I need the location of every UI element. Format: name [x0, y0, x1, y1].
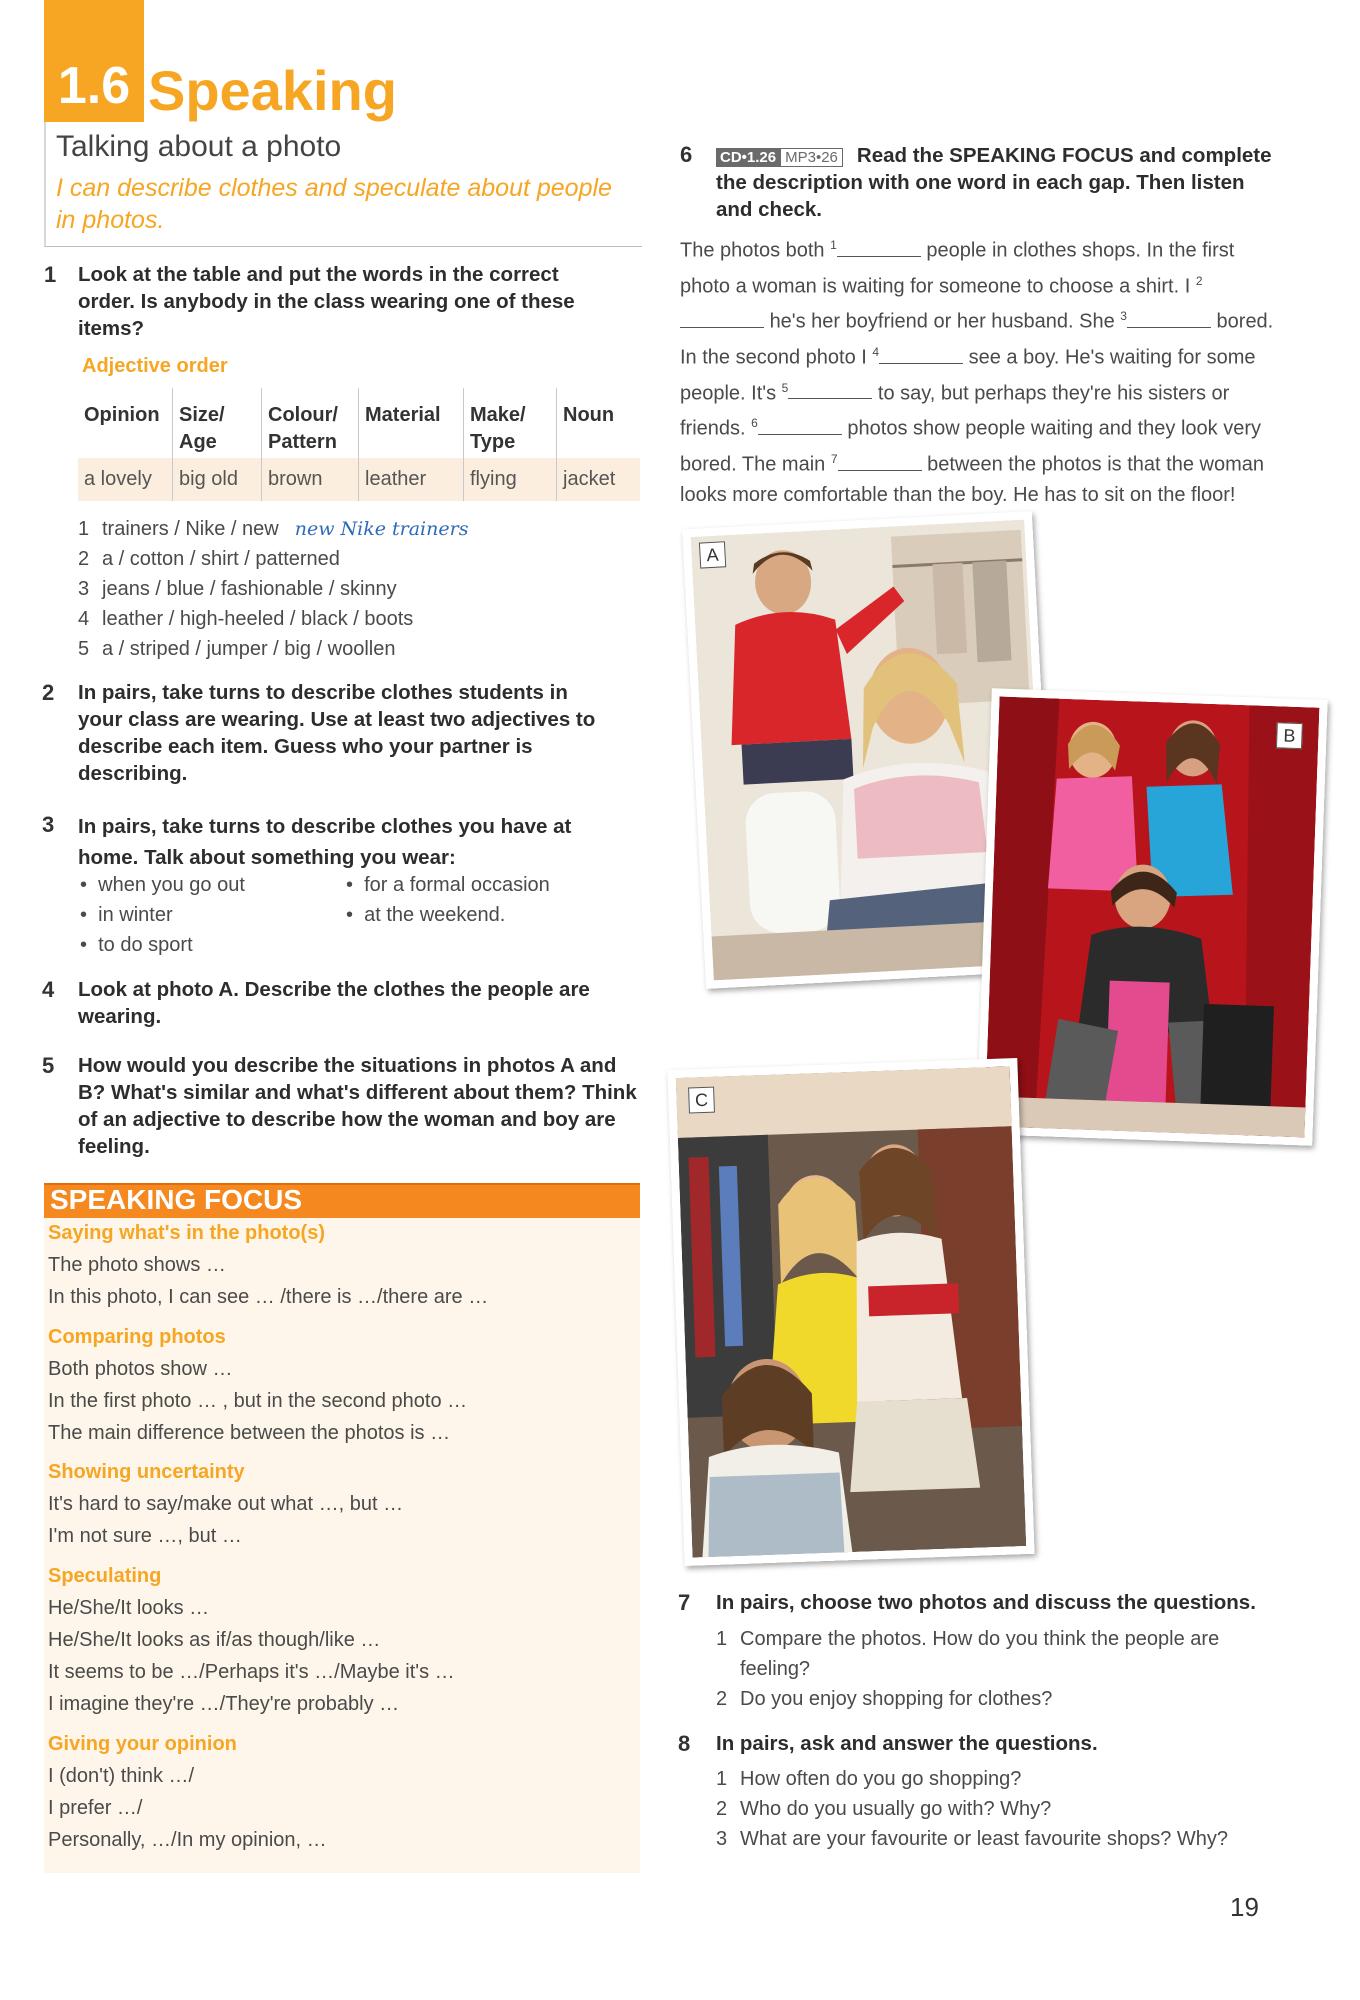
table-cell: flying [464, 458, 557, 501]
table-cell: jacket [557, 458, 641, 501]
item-text: a / cotton / shirt / patterned [102, 548, 340, 570]
item-text: trainers / Nike / new [102, 518, 279, 540]
focus-phrase: He/She/It looks … [48, 1597, 210, 1619]
exercise-number: 6 [680, 142, 693, 167]
gap-blank[interactable] [1127, 309, 1211, 328]
list-item [716, 1684, 1282, 1714]
focus-section [48, 1733, 628, 1856]
item-text: a / striped / jumper / big / woollen [102, 638, 396, 660]
focus-phrase: Both photos show … [48, 1358, 233, 1380]
gap-blank[interactable] [879, 345, 963, 364]
lesson-goal: I can describe clothes and speculate about people in photos. [56, 174, 612, 234]
item-text: jeans / blue / fashionable / skinny [102, 578, 397, 600]
item-text: What are your favourite or least favourite shops? Why? [740, 1828, 1229, 1850]
table-header: Size/ Age [173, 388, 262, 458]
unit-title: Speaking [148, 59, 397, 122]
exercise-number: 8 [678, 1731, 691, 1756]
focus-phrase: The main difference between the photos is … [48, 1422, 451, 1444]
gap-blank[interactable] [838, 452, 922, 471]
focus-phrase: Personally, …/In my opinion, … [48, 1829, 327, 1851]
item-number: 5 [78, 638, 90, 660]
focus-phrase: I'm not sure …, but … [48, 1525, 242, 1547]
table-header: Noun [557, 388, 641, 458]
table-title: Adjective order [82, 355, 228, 377]
list-item [716, 1624, 1282, 1684]
photo-c-illustration [676, 1066, 1027, 1557]
item-number: 2 [78, 548, 90, 570]
exercise-7-instruction: In pairs, choose two photos and discuss the questions. [716, 1591, 1256, 1614]
focus-section-heading: Giving your opinion [48, 1733, 237, 1755]
handwritten-answer: new Nike trainers [294, 518, 469, 540]
focus-section [48, 1222, 628, 1313]
bullet-item: • when you go out [80, 874, 245, 896]
photo-label: C [688, 1087, 715, 1114]
unit-number-badge: 1.6 [44, 0, 144, 122]
focus-section-heading: Showing uncertainty [48, 1461, 245, 1483]
exercise-5-instruction: How would you describe the situations in photos A and B? What's similar and what's different about them? Think of an adjective to describe how the woman and boy are feeling. [78, 1054, 637, 1158]
focus-phrase: He/She/It looks as if/as though/like … [48, 1629, 381, 1651]
bullet-item: • at the weekend. [346, 904, 506, 926]
exercise-number: 7 [678, 1590, 691, 1615]
exercise-8-instruction: In pairs, ask and answer the questions. [716, 1732, 1098, 1755]
item-number: 3 [716, 1828, 728, 1850]
focus-phrase: It seems to be …/Perhaps it's …/Maybe it's … [48, 1661, 455, 1683]
exercise-number: 5 [42, 1053, 55, 1078]
gap-blank[interactable] [837, 238, 921, 257]
focus-section-heading: Saying what's in the photo(s) [48, 1222, 325, 1244]
exercise-1-list [78, 514, 618, 664]
cd-track-badge: CD•1.26 [716, 148, 780, 167]
exercise-number: 2 [42, 680, 55, 705]
focus-phrase: In the first photo … , but in the second photo … [48, 1390, 468, 1412]
exercise-7-list [716, 1624, 1282, 1714]
list-item [78, 514, 618, 544]
table-header: Opinion [84, 404, 160, 426]
speaking-focus-title: SPEAKING FOCUS [50, 1184, 303, 1215]
exercise-number: 1 [44, 262, 57, 287]
item-text: How often do you go shopping? [740, 1768, 1022, 1790]
bullet-item: • in winter [80, 904, 173, 926]
focus-section-heading: Speculating [48, 1565, 162, 1587]
bullet-item: • for a formal occasion [346, 874, 550, 896]
item-number: 3 [78, 578, 90, 600]
bullet-list-left [80, 870, 350, 960]
table-cell: a lovely [78, 458, 173, 501]
exercise-6-instruction: Read the SPEAKING FOCUS and complete the description with one word in each gap. Then listen and check. [716, 144, 1272, 221]
list-item [716, 1824, 1316, 1854]
item-text: Do you enjoy shopping for clothes? [740, 1688, 1053, 1710]
exercise-3-instruction: In pairs, take turns to describe clothes you have at home. Talk about something you wear: [78, 815, 572, 869]
item-text: Who do you usually go with? Why? [740, 1798, 1052, 1820]
table-header: Colour/ Pattern [262, 388, 359, 458]
focus-phrase: I (don't) think …/ [48, 1765, 195, 1787]
list-item [716, 1764, 1316, 1794]
exercise-2-instruction: In pairs, take turns to describe clothes students in your class are wearing. Use at least two adjectives to describe each item. Guess who your partner is describing. [78, 681, 596, 785]
page-number: 19 [1230, 1892, 1259, 1922]
item-number: 1 [78, 518, 90, 540]
list-item [78, 634, 618, 664]
focus-section [48, 1461, 628, 1552]
focus-phrase: It's hard to say/make out what …, but … [48, 1493, 404, 1515]
exercise-4-instruction: Look at photo A. Describe the clothes the people are wearing. [78, 978, 590, 1028]
focus-section-heading: Comparing photos [48, 1326, 226, 1348]
adjective-order-table [78, 388, 640, 501]
photo-b [976, 688, 1327, 1145]
photo-label: B [1276, 722, 1303, 749]
list-item [78, 574, 618, 604]
exercise-number: 3 [42, 812, 55, 837]
list-item [78, 604, 618, 634]
item-number: 1 [716, 1768, 728, 1790]
focus-section [48, 1326, 628, 1449]
mp3-track-badge: MP3•26 [780, 148, 843, 167]
focus-phrase: I prefer …/ [48, 1797, 143, 1819]
photo-label: A [699, 541, 726, 568]
table-cell: leather [359, 458, 464, 501]
focus-section [48, 1565, 628, 1720]
focus-phrase: In this photo, I can see … /there is …/there are … [48, 1286, 489, 1308]
lesson-subtitle: Talking about a photo [56, 130, 342, 163]
focus-phrase: The photo shows … [48, 1254, 226, 1276]
bullet-list-right [346, 870, 626, 930]
photo-c [667, 1058, 1034, 1566]
list-item [78, 544, 618, 574]
item-number: 1 [716, 1628, 728, 1650]
item-text: leather / high-heeled / black / boots [102, 608, 414, 630]
item-number: 2 [716, 1688, 728, 1710]
item-number: 2 [716, 1798, 728, 1820]
exercise-8-list [716, 1764, 1316, 1854]
exercise-6-header [716, 142, 1276, 223]
exercise-1-instruction: Look at the table and put the words in the correct order. Is anybody in the class wearing one of these items? [78, 263, 575, 340]
item-text: Compare the photos. How do you think the people are feeling? [740, 1628, 1220, 1680]
exercise-number: 4 [42, 977, 55, 1002]
gap-blank[interactable] [788, 380, 872, 399]
item-number: 4 [78, 608, 90, 630]
table-cell: brown [262, 458, 359, 501]
gap-fill-paragraph: The photos both $^1$ people in clothes shops. In the first photo a woman is waiting for someone to choose a shirt. I $^2$ he's her boyfriend or her husband. She $^3$ bored. In the second photo I $^4$ see a boy. He's waiting for some people. It's $^5$ to say, but perhaps they're his sisters or friends. $^6$ photos show people waiting and they look very bored. The main $^7$ between the photos is that the woman looks more comfortable than the boy. He has to sit on the floor! [680, 238, 1274, 506]
table-header: Material [359, 388, 464, 458]
table-cell: big old [173, 458, 262, 501]
photo-b-illustration [985, 697, 1320, 1138]
table-header: Make/ Type [464, 388, 557, 458]
list-item [716, 1794, 1316, 1824]
gap-blank[interactable] [680, 309, 764, 328]
focus-phrase: I imagine they're …/They're probably … [48, 1693, 400, 1715]
bullet-item: • to do sport [80, 934, 193, 956]
gap-blank[interactable] [758, 416, 842, 435]
